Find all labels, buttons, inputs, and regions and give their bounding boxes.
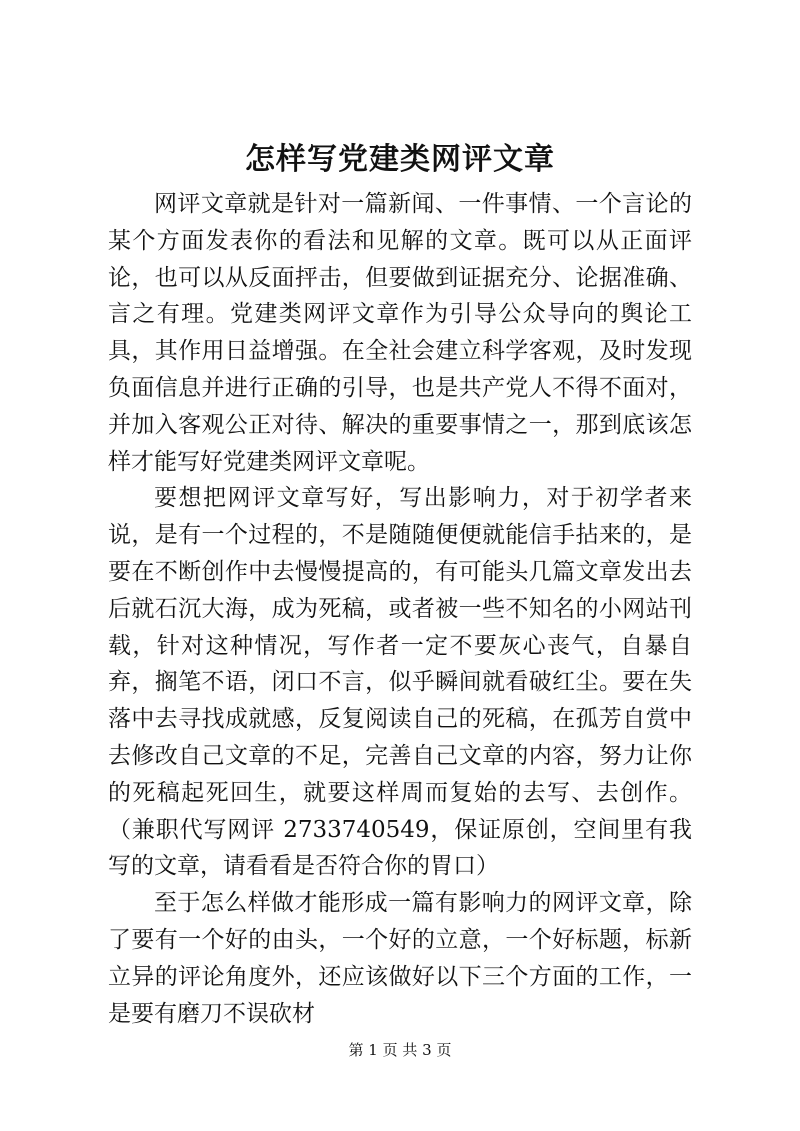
document-body: [108, 186, 692, 1032]
page-number-footer: 第 1 页 共 3 页: [348, 1041, 452, 1059]
paragraph-1: 网评文章就是针对一篇新闻、一件事情、一个言论的某个方面发表你的看法和见解的文章。既可以从正面评论，也可以从反面抨击，但要做到证据充分、论据准确、言之有理。党建类网评文章作为引导公众导向的舆论工具，其作用日益增强。在全社会建立科学客观，及时发现负面信息并进行正确的引导，也是共产党人不得不面对，并加入客观公正对待、解决的重要事情之一，那到底该怎样才能写好党建类网评文章呢。: [108, 191, 692, 475]
document-title: 怎样写党建类网评文章: [245, 142, 555, 177]
paragraph-3: 至于怎么样做才能形成一篇有影响力的网评文章，除了要有一个好的由头，一个好的立意，一个好标题，标新立异的评论角度外，还应该做好以下三个方面的工作，一是要有磨刀不误砍材: [108, 890, 692, 1027]
paragraph-2: 要想把网评文章写好，写出影响力，对于初学者来说，是有一个过程的，不是随随便便就能信手拈来的，是要在不断创作中去慢慢提高的，有可能头几篇文章发出去后就石沉大海，成为死稿，或者被一些不知名的小网站刊载，针对这种情况，写作者一定不要灰心丧气，自暴自弃，搁笔不语，闭口不言，似乎瞬间就看破红尘。要在失落中去寻找成就感，反复阅读自己的死稿，在孤芳自赏中去修改自己文章的不足，完善自己文章的内容，努力让你的死稿起死回生，就要这样周而复始的去写、去创作。（兼职代写网评 2733740549，保证原创，空间里有我写的文章，请看看是否符合你的胃口）: [108, 485, 692, 880]
